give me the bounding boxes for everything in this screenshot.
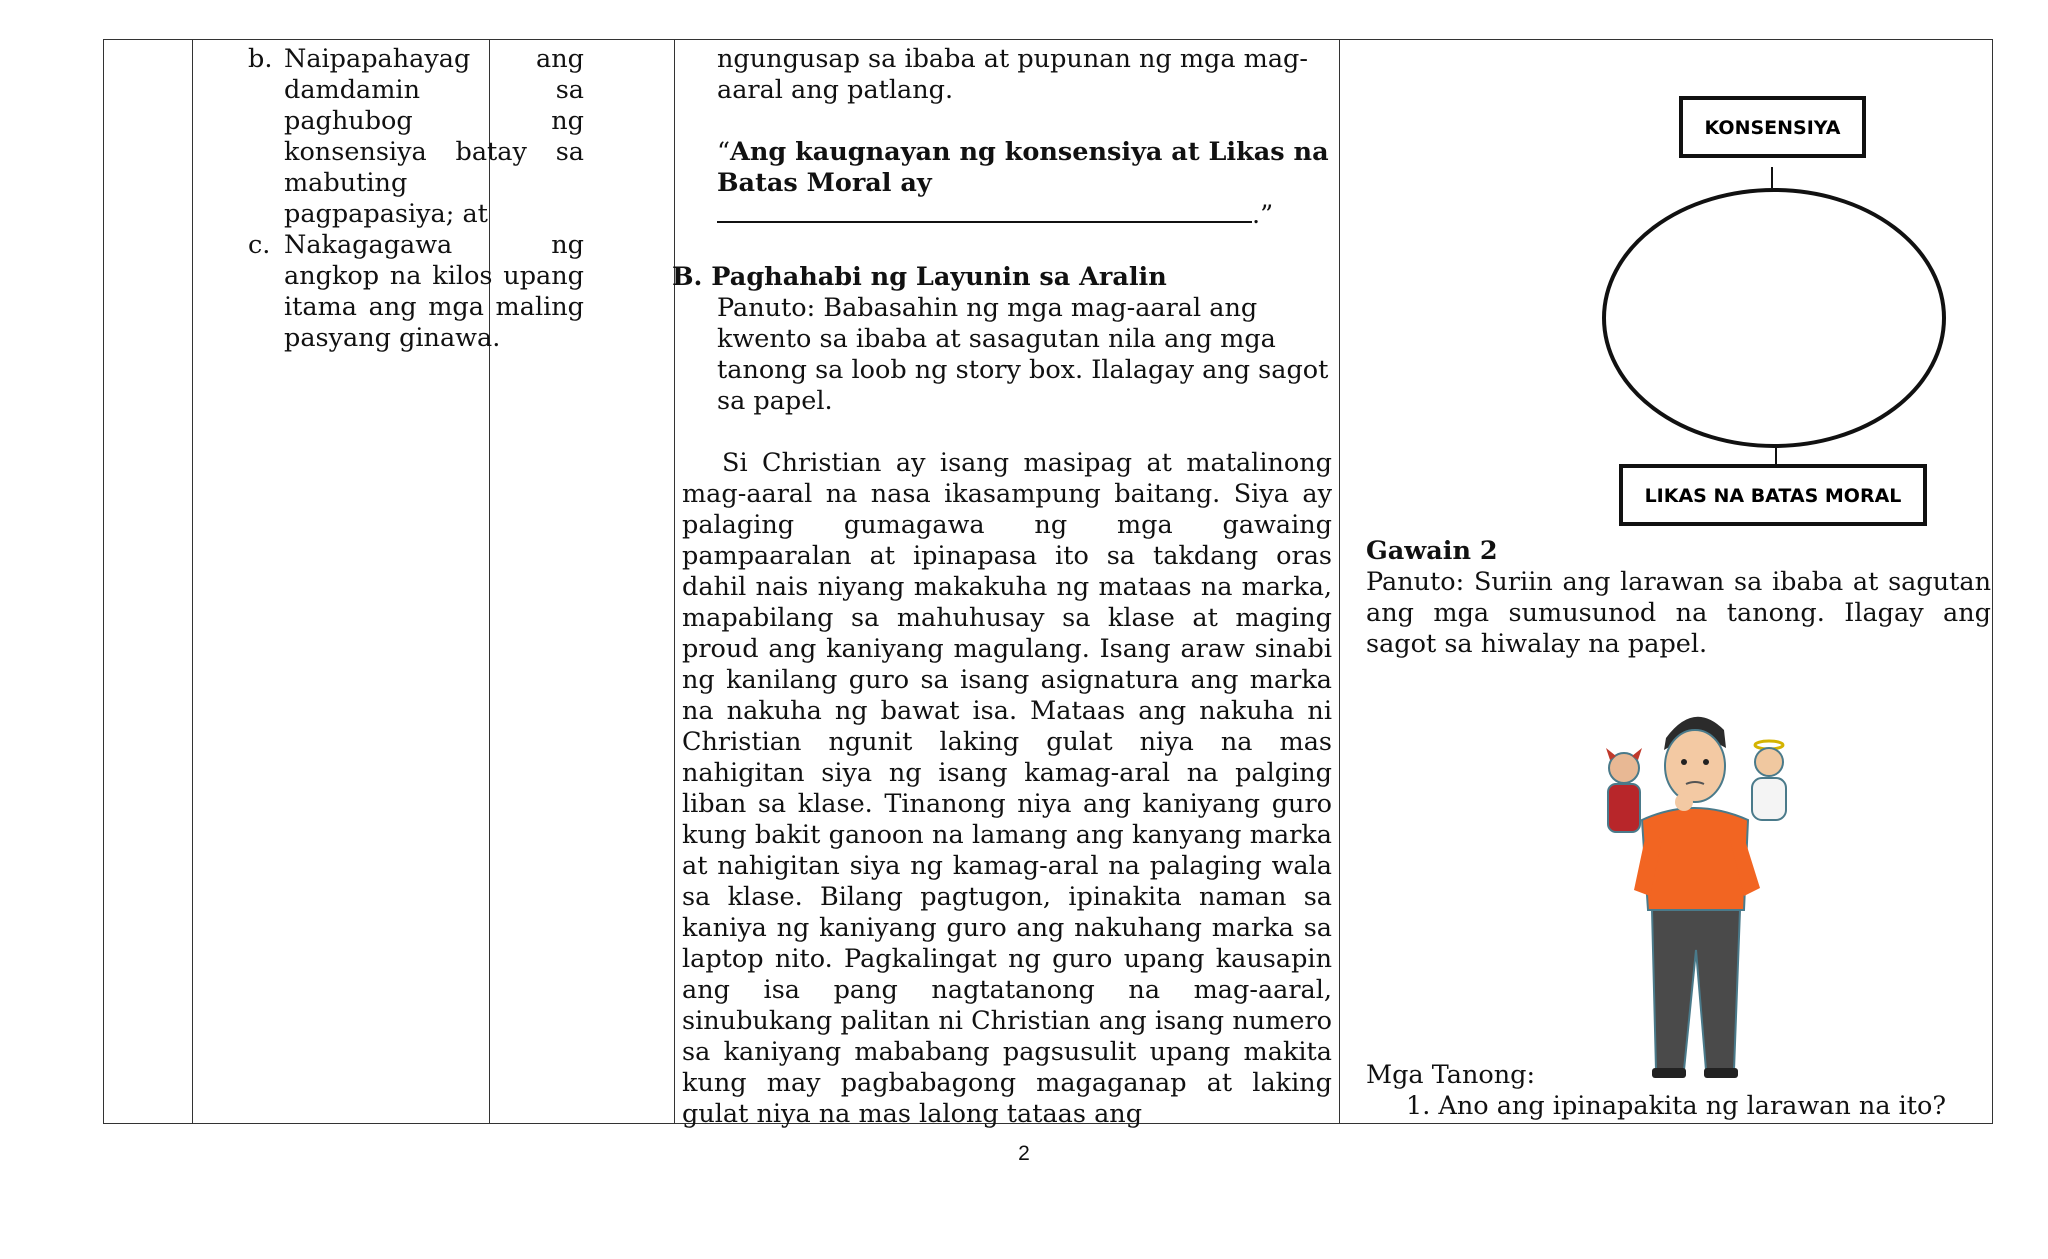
konsensiya-diagram [1354,40,1994,540]
objectives-list [244,44,584,354]
procedure-column [672,44,1332,1130]
page-number: 2 [1018,1142,1030,1165]
lesson-plan-table [103,39,1993,1129]
section-b-heading: B. Paghahabi ng Layunin sa Aralin [672,262,1167,292]
quote-end: .” [1252,200,1274,230]
objective-c-text: Nakagagawa ng angkop na kilos upang itama ang mga maling pasyang ginawa. [284,230,584,353]
konsensiya-label: KONSENSIYA [1704,117,1841,139]
confused-student-illustration [1584,700,1804,1080]
column-divider [192,40,193,1123]
answer-oval [1604,190,1944,446]
intro-line: ngungusap sa ibaba at pupunan ng mga mag-aaral ang patlang. [717,44,1308,105]
gawain-title: Gawain 2 [1366,536,1498,566]
question-1: 1. Ano ang ipinapakita ng larawan na ito? [1406,1091,1947,1121]
objective-b-marker: b. [248,44,273,74]
angel-figure [1752,741,1786,820]
likas-label: LIKAS NA BATAS MORAL [1644,485,1902,507]
questions-block [1366,1060,1991,1122]
objective-c-marker: c. [248,230,271,260]
story-text: Si Christian ay isang masipag at matalinong mag-aaral na nasa ikasampung baitang. Siya ay palaging gumagawa ng mga gawaing pampaaralan at ipinapasa ito sa takdang oras dahil nais niyang makakuha ng mataas na marka, mapabilang sa mahuhusay sa klase at maging proud ang kaniyang magulang. Isang araw sinabi ng kanilang guro sa isang asignatura ang marka na nakuha ng bawat isa. Mataas ang nakuha ni Christian ngunit laking gulat niya na mas nahigitan siya ng isang kamag-aral na palging liban sa klase. Tinanong niya ang kaniyang guro kung bakit ganoon na lamang ang kanyang marka at nahigitan siya ng kamag-aral na palaging wala sa klase. Bilang pagtugon, ipinakita naman sa kaniya ng kaniyang guro ang nakuhang marka sa laptop nito. Pagkalingat ng guro upang kausapin ang isa pang nagtatanong na mag-aaral, sinubukang palitan ni Christian ang isang numero sa kaniyang mababang pagsusulit upang makita kung may pagbabagong magaganap at laking gulat niya na mas lalong tataas ang [682,448,1332,1129]
objective-b-text: Naipapahayag ang damdamin sa paghubog ng konsensiya batay sa mabuting pagpapasiya; at [284,44,584,229]
quote-open: “ [717,137,731,167]
column-divider [674,40,675,1123]
questions-heading: Mga Tanong: [1366,1060,1536,1090]
answer-blank [717,199,1252,223]
column-divider [1339,40,1340,1123]
objective-c [244,230,584,354]
section-b-instructions: Panuto: Babasahin ng mga mag-aaral ang kwento sa ibaba at sasagutan nila ang mga tanong sa loob ng story box. Ilalagay ang sagot sa papel. [717,293,1329,416]
quote-prompt [677,137,1332,231]
student-figure [1634,717,1760,1078]
gawain-2-block [1366,536,1991,660]
gawain-instructions: Panuto: Suriin ang larawan sa ibaba at sagutan ang mga sumusunod na tanong. Ilagay ang sagot sa hiwalay na papel. [1366,567,1991,659]
objective-b [244,44,584,230]
devil-figure [1606,748,1642,832]
quote-text: Ang kaugnayan ng konsensiya at Likas na Batas Moral ay [717,137,1329,198]
